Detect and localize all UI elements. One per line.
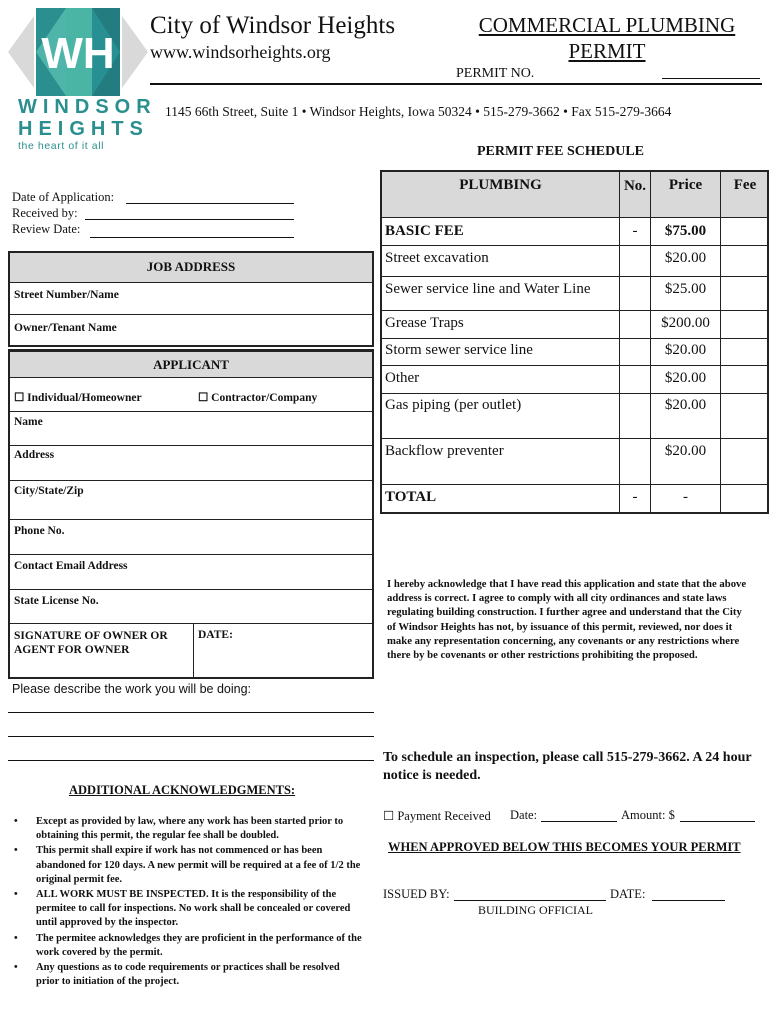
payment-amount-field[interactable] — [680, 821, 755, 822]
fee-row-name: Other — [385, 370, 420, 386]
signature-divider — [193, 624, 194, 679]
license-label: State License No. — [14, 595, 99, 607]
fee-row-price: $25.00 — [664, 281, 707, 297]
fee-schedule-table — [380, 170, 769, 514]
fee-row-price: $20.00 — [664, 342, 707, 358]
fee-row-price: $20.00 — [664, 443, 707, 459]
review-date-field[interactable] — [90, 237, 294, 238]
website-link[interactable]: www.windsorheights.org — [150, 42, 331, 62]
job-address-section — [8, 251, 374, 347]
additional-item: • This permit shall expire if work has not commenced or has been abandoned for 120 days. A new permit will be required at a fee of 1/2 the original permit fee. — [14, 845, 361, 885]
issued-by-label: ISSUED BY: — [383, 887, 450, 901]
fee-schedule-title: PERMIT FEE SCHEDULE — [477, 144, 644, 159]
logo-word-windsor: WINDSOR — [18, 96, 157, 118]
payment-date-label: Date: — [510, 808, 538, 822]
phone-row[interactable] — [10, 520, 372, 555]
header-divider — [150, 83, 762, 85]
fee-row-name: Storm sewer service line — [385, 342, 533, 358]
building-official-label: BUILDING OFFICIAL — [478, 903, 593, 917]
fee-row-price: $20.00 — [664, 250, 707, 266]
fee-input-column[interactable] — [721, 218, 769, 482]
fee-row-price: $20.00 — [664, 370, 707, 386]
review-date-label: Review Date: — [12, 222, 81, 236]
signature-date-label: DATE: — [198, 629, 233, 641]
owner-tenant-row[interactable] — [10, 315, 372, 347]
logo-wordmark — [18, 96, 157, 152]
name-label: Name — [14, 416, 43, 428]
applicant-section — [8, 349, 374, 679]
email-row[interactable] — [10, 555, 372, 590]
logo-word-heights: HEIGHTS — [18, 118, 149, 140]
describe-work-line-1[interactable] — [8, 712, 374, 713]
additional-item: • ALL WORK MUST BE INSPECTED. It is the responsibility of the permitee to call for inspections. No work shall be concealed or covered until approved by the inspector. — [14, 889, 351, 929]
additional-item: • The permitee acknowledges they are proficient in the performance of the work covered by the permit. — [14, 932, 362, 958]
acknowledgement-text: I hereby acknowledge that I have read this application and state that the above address is correct. I agree to comply with all city ordinances and state laws regulating building construction. I further agree and understand that the City of Windsor Heights has not, by issuance of this permit, reviewed, nor does it make any representation concerning, any covenants or any restrictions where there by be covenants or other restrictions prohibiting the proposed. — [387, 578, 747, 662]
logo-graphic — [8, 6, 148, 98]
describe-work-line-2[interactable] — [8, 736, 374, 737]
individual-checkbox[interactable]: ☐ Individual/Homeowner — [14, 392, 142, 404]
logo-tagline: the heart of it all — [18, 140, 105, 152]
fee-total-price: - — [683, 489, 688, 505]
received-by-field[interactable] — [85, 219, 294, 220]
fee-row-no: - — [632, 223, 638, 239]
permit-no-field[interactable] — [662, 78, 760, 79]
issued-date-label: DATE: — [610, 887, 646, 901]
describe-work-label: Please describe the work you will be doing: — [12, 682, 252, 696]
signature-label: SIGNATURE OF OWNER OR AGENT FOR OWNER — [14, 630, 168, 656]
describe-work-line-3[interactable] — [8, 760, 374, 761]
fee-row-name: Sewer service line and Water Line — [385, 281, 591, 297]
logo-initials: WH — [41, 29, 115, 78]
street-number-label: Street Number/Name — [14, 289, 119, 301]
additional-list — [10, 815, 364, 990]
address-row[interactable] — [10, 446, 372, 481]
street-number-row[interactable] — [10, 282, 372, 315]
fee-row-price: $20.00 — [664, 397, 707, 413]
address-label: Address — [14, 449, 55, 461]
contractor-checkbox[interactable]: ☐ Contractor/Company — [198, 392, 318, 404]
name-row[interactable] — [10, 411, 372, 446]
payment-date-field[interactable] — [541, 821, 617, 822]
col-fee: Fee — [733, 177, 757, 193]
applicant-heading: APPLICANT — [10, 352, 372, 378]
fee-total-no: - — [632, 489, 638, 505]
permit-no-label: PERMIT NO. — [456, 66, 535, 81]
permit-title-line-2: PERMIT — [568, 39, 646, 63]
fee-row-price: $75.00 — [664, 223, 707, 239]
approval-heading: WHEN APPROVED BELOW THIS BECOMES YOUR PERMIT — [388, 840, 741, 854]
fee-total-label: TOTAL — [385, 489, 437, 505]
fee-row-name: Grease Traps — [385, 315, 464, 331]
issued-by-field[interactable] — [454, 900, 606, 901]
date-of-application-field[interactable] — [126, 203, 294, 204]
issued-date-field[interactable] — [652, 900, 725, 901]
additional-item: • Except as provided by law, where any work has been started prior to obtaining this permit, the regular fee shall be doubled. — [14, 816, 344, 842]
city-state-zip-label: City/State/Zip — [14, 485, 84, 497]
col-no: No. — [623, 178, 647, 194]
fee-row-name: BASIC FEE — [385, 223, 464, 239]
email-label: Contact Email Address — [14, 560, 128, 572]
payment-received-checkbox[interactable]: ☐ Payment Received — [383, 809, 491, 823]
phone-label: Phone No. — [14, 525, 65, 537]
received-by-label: Received by: — [12, 206, 78, 220]
city-state-zip-row[interactable] — [10, 481, 372, 520]
inspection-notice: To schedule an inspection, please call 515-279-3662. A 24 hour notice is needed. — [383, 750, 752, 783]
owner-tenant-label: Owner/Tenant Name — [14, 322, 117, 334]
license-row[interactable] — [10, 590, 372, 624]
fee-row-name: Street excavation — [385, 250, 489, 266]
permit-title-line-1: COMMERCIAL PLUMBING — [478, 13, 736, 37]
applicant-type-row — [10, 377, 372, 411]
additional-heading: ADDITIONAL ACKNOWLEDGMENTS: — [69, 783, 296, 797]
job-address-heading: JOB ADDRESS — [10, 253, 372, 283]
payment-amount-label: Amount: $ — [621, 808, 675, 822]
permit-title — [462, 12, 752, 64]
col-plumbing: PLUMBING — [459, 177, 542, 193]
city-name: City of Windsor Heights — [150, 12, 396, 39]
city-address: 1145 66th Street, Suite 1 • Windsor Heights, Iowa 50324 • 515-279-3662 • Fax 515-279-3664 — [165, 104, 672, 119]
additional-item: • Any questions as to code requirements or practices shall be resolved prior to initiation of the project. — [14, 962, 340, 988]
city-logo — [8, 6, 148, 98]
fee-row-name: Gas piping (per outlet) — [385, 397, 522, 413]
fee-row-price: $200.00 — [661, 315, 710, 331]
signature-row — [10, 624, 372, 679]
fee-row-name: Backflow preventer — [385, 443, 504, 459]
col-price: Price — [668, 177, 703, 193]
date-of-application-label: Date of Application: — [12, 190, 115, 204]
